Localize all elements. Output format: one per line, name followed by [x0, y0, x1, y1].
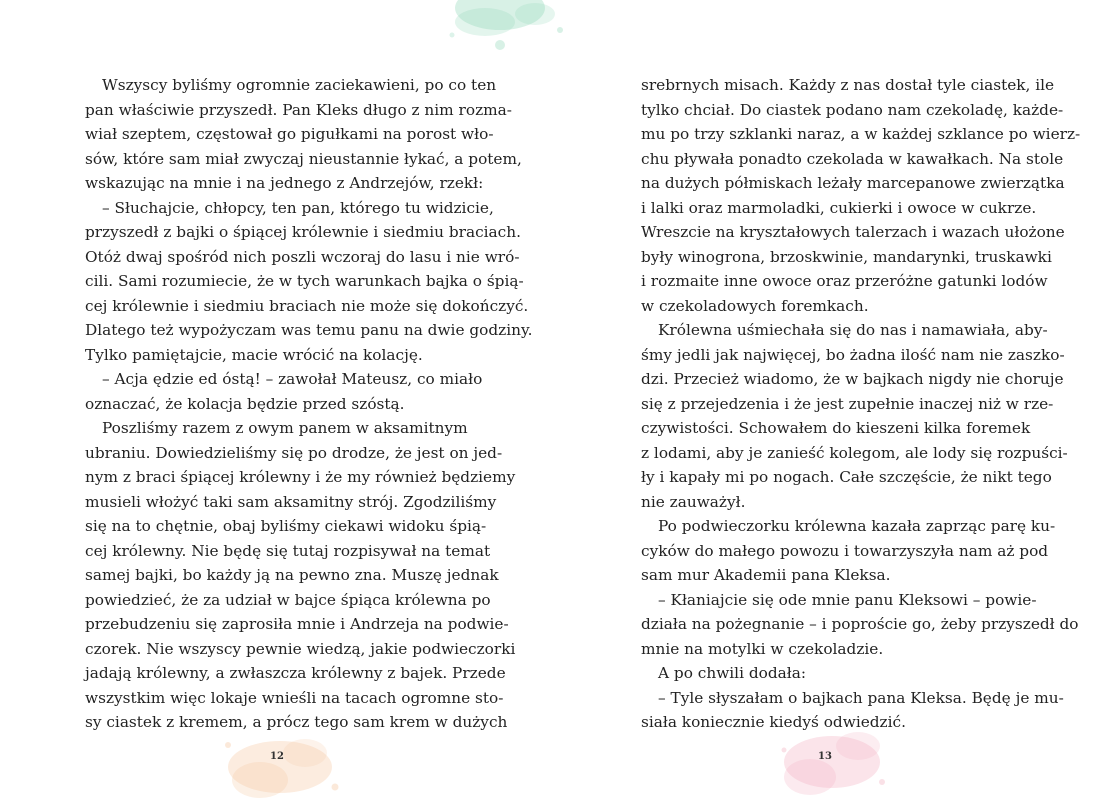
text-line: przebudzeniu się zaprosiła mnie i Andrzeja na podwie-	[85, 615, 509, 633]
text-line: cyków do małego powozu i towarzyszyła nam aż pod	[641, 541, 1049, 560]
text-line: nie zauważył.	[641, 492, 746, 511]
page-number-right: 13	[818, 751, 832, 762]
text-line: pan właściwie przyszedł. Pan Kleks długo z nim rozma-	[85, 100, 512, 119]
text-line: samej bajki, bo każdy ją na pewno zna. Muszę jednak	[85, 566, 499, 584]
text-line: Otóż dwaj spośród nich poszli wczoraj do lasu i nie wró-	[85, 247, 520, 266]
text-line: się na to chętnie, obaj byliśmy ciekawi widoku śpią-	[85, 517, 487, 535]
text-line: były winogrona, brzoskwinie, mandarynki, truskawki	[641, 247, 1052, 266]
text-line: z lodami, aby je zanieść kolegom, ale lody się rozpuści-	[641, 443, 1068, 462]
text-line: mu po trzy szklanki naraz, a w każdej szklance po wierz-	[641, 125, 1081, 143]
text-line: – Acja ędzie ed óstą! – zawołał Mateusz, co miało	[102, 370, 483, 388]
text-line: – Tyle słyszałam o bajkach pana Kleksa. Będę je mu-	[658, 688, 1064, 707]
text-line: Po podwieczorku królewna kazała zaprząc parę ku-	[658, 517, 1056, 535]
text-line: wszystkim więc lokaje wnieśli na tacach ogromne sto-	[85, 688, 504, 707]
text-line: Poszliśmy razem z owym panem w aksamitnym	[102, 419, 468, 437]
page-number-left: 12	[270, 751, 284, 762]
text-line: cili. Sami rozumiecie, że w tych warunkach bajka o śpią-	[85, 272, 524, 290]
text-line: czywistości. Schowałem do kieszeni kilka foremek	[641, 419, 1031, 437]
text-line: Dlatego też wypożyczam was temu panu na dwie godziny.	[85, 321, 533, 339]
text-line: Wreszcie na kryształowych talerzach i wazach ułożone	[641, 223, 1065, 241]
text-line: oznaczać, że kolacja będzie przed szóstą.	[85, 394, 405, 413]
text-line: Wszyscy byliśmy ogromnie zaciekawieni, po co ten	[102, 76, 497, 94]
text-line: musieli włożyć taki sam aksamitny strój. Zgodziliśmy	[85, 492, 497, 511]
text-line: siała koniecznie kiedyś odwiedzić.	[641, 713, 906, 731]
text-line: jadają królewny, a zwłaszcza królewny z bajek. Przede	[85, 664, 506, 682]
text-line: srebrnych misach. Każdy z nas dostał tyle ciastek, ile	[641, 76, 1055, 94]
text-line: śmy jedli jak najwięcej, bo żadna ilość nam nie zaszko-	[641, 345, 1065, 364]
text-line: A po chwili dodała:	[658, 664, 806, 682]
text-line: cej królewny. Nie będę się tutaj rozpisywał na temat	[85, 541, 491, 560]
text-line: cej królewnie i siedmiu braciach nie może się dokończyć.	[85, 296, 529, 315]
text-line: mnie na motylki w czekoladzie.	[641, 639, 884, 658]
text-line: ły i kapały mi po nogach. Całe szczęście, że nikt tego	[641, 468, 1052, 486]
right-page-text	[641, 73, 1081, 735]
text-line: ubraniu. Dowiedzieliśmy się po drodze, że jest on jed-	[85, 443, 503, 462]
text-line: w czekoladowych foremkach.	[641, 296, 869, 315]
watercolor-blot-bottom-left	[210, 725, 350, 800]
text-line: Królewna uśmiechała się do nas i namawiała, aby-	[658, 321, 1048, 339]
text-line: wiał szeptem, częstował go pigułkami na porost wło-	[85, 125, 494, 143]
text-line: sów, które sam miał zwyczaj nieustannie łykać, a potem,	[85, 149, 522, 168]
text-line: sy ciastek z kremem, a prócz tego sam krem w dużych	[85, 713, 508, 731]
text-line: na dużych półmiskach leżały marcepanowe zwierzątka	[641, 174, 1065, 192]
text-line: się z przejedzenia i że jest zupełnie inaczej niż w rze-	[641, 394, 1054, 413]
text-line: nym z braci śpiącej królewny i że my również będziemy	[85, 468, 516, 486]
watercolor-blot-top	[430, 0, 580, 60]
text-line: czorek. Nie wszyscy pewnie wiedzą, jakie podwieczorki	[85, 639, 516, 658]
text-line: przyszedł z bajki o śpiącej królewnie i siedmiu braciach.	[85, 223, 521, 241]
text-line: i lalki oraz marmoladki, cukierki i owoce w cukrze.	[641, 198, 1037, 217]
left-page-text	[85, 73, 533, 735]
text-line: sam mur Akademii pana Kleksa.	[641, 566, 891, 584]
text-line: działa na pożegnanie – i poproście go, żeby przyszedł do	[641, 615, 1079, 633]
text-line: powiedzieć, że za udział w bajce śpiąca królewna po	[85, 590, 491, 609]
text-line: wskazując na mnie i na jednego z Andrzejów, rzekł:	[85, 174, 484, 192]
text-line: i rozmaite inne owoce oraz przeróżne gatunki lodów	[641, 272, 1048, 290]
text-line: Tylko pamiętajcie, macie wrócić na kolację.	[85, 345, 423, 364]
text-line: tylko chciał. Do ciastek podano nam czekoladę, każde-	[641, 100, 1064, 119]
text-line: dzi. Przecież wiadomo, że w bajkach nigdy nie choruje	[641, 370, 1064, 388]
text-line: – Słuchajcie, chłopcy, ten pan, którego tu widzicie,	[102, 198, 494, 217]
text-line: – Kłaniajcie się ode mnie panu Kleksowi – powie-	[658, 590, 1037, 609]
text-line: chu pływała ponadto czekolada w kawałkach. Na stole	[641, 149, 1064, 168]
